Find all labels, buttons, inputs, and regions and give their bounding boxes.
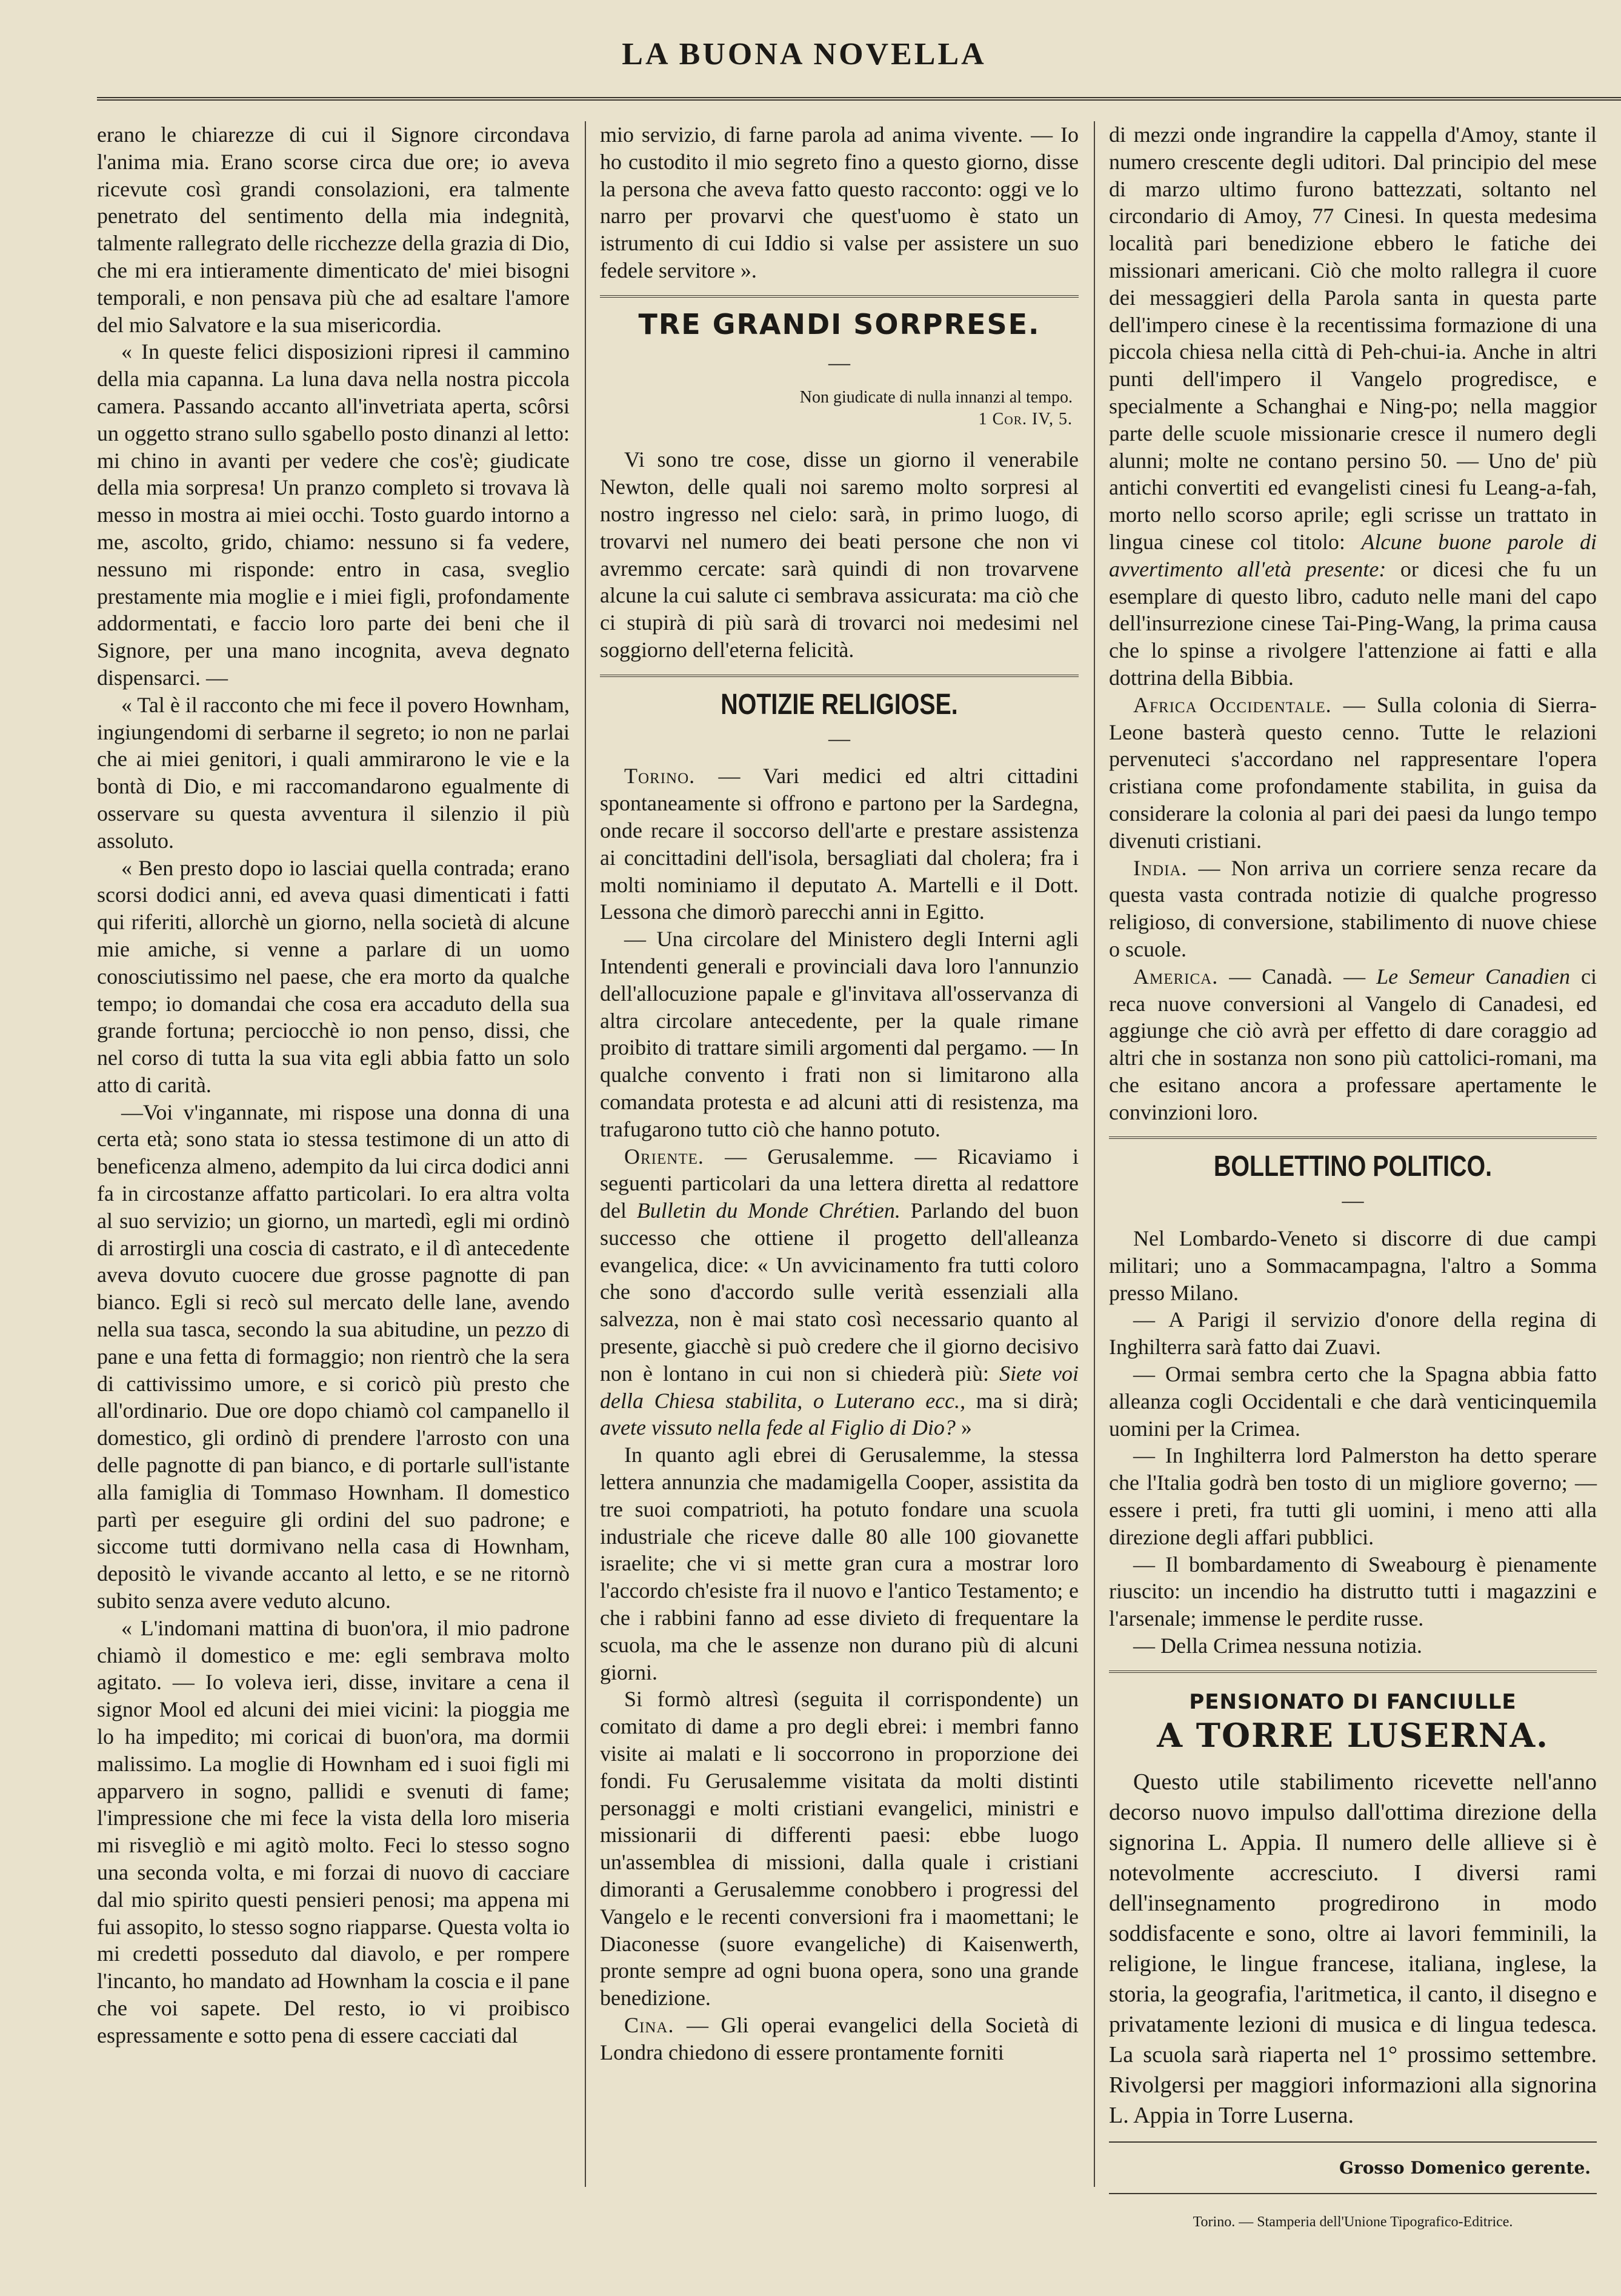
- section-rule: [1109, 1670, 1597, 1673]
- paragraph: « In queste felici disposizioni ripresi il cammino della mia capanna. La luna dava nella nostra piccola camera. Passando accanto all'invetriata aperta, scôrsi un oggetto strano sullo sgabello posto dinanzi al letto: mi chino in avanti per vedere che cos'è; giudicate della mia sorpresa! Un pranzo completo si trovava là messo in mostra ai miei occhi. Tosto guardo intorno a me, ascolto, grido, chiamo: nessuno si fa vedere, nessuno mi risponde: entro in casa, sveglio prestamente mia moglie e i miei figli, profondamente addormentati, e faccio loro parte dei beni che il Signore, per una mano incognita, aveva degnato dispensarci. —: [97, 339, 570, 690]
- paragraph-oriente: [600, 1143, 1079, 1442]
- imprint: Torino. — Stamperia dell'Unione Tipografico-Editrice.: [1193, 2214, 1513, 2231]
- epigraph-reference: 1 Cor. IV, 5.: [978, 410, 1073, 429]
- paragraph-text: — Gli operai evangelici della Società di Londra chiedono di essere prontamente forniti: [600, 2013, 1079, 2064]
- paragraph: —Voi v'ingannate, mi rispose una donna di una certa età; sono stata io stessa testimone di un atto di beneficenza almeno, adempito da lui circa dodici anni fa in circostanze affatto particolari. Io era altra volta al suo servizio; un giorno, un martedì, egli mi ordinò di arrostirgli una coscia di castrato, e il dì antecedente aveva dovuto cuocere due grosse pagnotte di pan bianco. Egli si recò sul mercato delle lane, avendo nella sua tasca, secondo la sua abitudine, un pezzo di pane e una fetta di formaggio; non rientrò che la sera di cattivissimo umore, e si coricò più presto che all'ordinario. Due ore dopo chiamò col campanello il domestico, gli ordinò di prendere l'arrosto con una delle pagnotte di pan bianco, e di portarle sull'istante alla famiglia di Tommaso Hownham. Il domestico partì per eseguire gli ordini del suo padrone; e siccome tutti dormivano nella casa di Hownham, depositò le vivande accanto al letto, e se ne ritornò subito senza avere veduto alcuno.: [97, 1100, 570, 1614]
- section-rule: [1109, 1136, 1597, 1139]
- paragraph-text: — Sulla colonia di Sierra-Leone basterà questo cenno. Tutte le relazioni pervenuteci s'accordano nel rappresentare l'opera cristiana come profondamente stabilita, in guisa da considerare la colonia al pari dei paesi da lungo tempo divenuti cristiani.: [1109, 692, 1597, 853]
- column-1: [97, 121, 570, 2181]
- place-label: Cina.: [624, 2013, 674, 2037]
- place-label: Oriente.: [624, 1144, 704, 1169]
- section-title-bollettino: BOLLETTINO POLITICO.: [1213, 1150, 1493, 1183]
- epigraph: [600, 387, 1073, 430]
- masthead-rule: [97, 97, 1621, 101]
- paragraph-india: [1109, 855, 1597, 963]
- column-divider: [585, 121, 586, 2187]
- paragraph: Nel Lombardo-Veneto si discorre di due campi militari; uno a Sommacampagna, l'altro a Somma presso Milano.: [1109, 1226, 1597, 1305]
- section-title-notizie: NOTIZIE RELIGIOSE.: [721, 688, 958, 721]
- signature: Grosso Domenico gerente.: [1339, 2158, 1591, 2178]
- paragraph: — Una circolare del Ministero degli Interni agli Intendenti generali e provinciali dava loro l'annunzio dell'allocuzione papale e gl'invitava all'osservanza di altra circolare antecedente, per la quale rimane proibito di trattare simili argomenti dal pergamo. — In qualche convento i frati non si limitarono alla comandata protesta e ad alcuni atti di resistenza, ma trafugarono tutto ciò che hanno potuto.: [600, 927, 1079, 1141]
- italic-quote: avete vissuto nella fede al Figlio di Dio?: [600, 1415, 956, 1440]
- paragraph-text: di mezzi onde ingrandire la cappella d'Amoy, stante il numero crescente degli uditori. Dal principio del mese di marzo ultimo furono battezzati, soltanto nel circondario di Amoy, 77 Cinesi. In questa medesima località pari benedizione ebbero le fatiche dei missionari americani. Ciò che molto rallegra il cuore dei messaggieri della Parola santa in questa parte dell'impero cinese è la recentissima formazione di una piccola chiesa nella città di Peh-chui-ia. Anche in altri punti dell'impero il Vangelo progredisce, e specialmente a Schanghai e Ning-po; nella maggior parte delle scuole missionarie cresce il numero degli alunni; molte ne contano persino 50. — Uno de' più antichi convertiti ed evangelisti cinesi fu Leang-a-fah, morto nello scorso aprile; egli scrisse un trattato in lingua cinese col titolo:: [1109, 122, 1597, 554]
- paragraph-america: [1109, 963, 1597, 1126]
- place-label: America.: [1133, 964, 1219, 989]
- paragraph: — Ormai sembra certo che la Spagna abbia fatto alleanza cogli Occidentali e che darà venticinquemila uomini per la Crimea.: [1109, 1362, 1597, 1441]
- paragraph-torino: [600, 763, 1079, 926]
- paragraph-text: ma si dirà;: [965, 1388, 1079, 1413]
- paragraph: — A Parigi il servizio d'onore della regina di Inghilterra sarà fatto dai Zuavi.: [1109, 1307, 1597, 1360]
- paragraph-cina: [600, 2012, 1079, 2066]
- section-rule: [600, 675, 1079, 677]
- section-rule: [1109, 2141, 1597, 2143]
- paragraph: « Ben presto dopo io lasciai quella contrada; erano scorsi dodici anni, ed aveva quasi dimenticati i fatti qui riferiti, allorchè un giorno, nella società di alcune mie amiche, si venne a parlare di un uomo conosciutissimo nel paese, che era morto da qualche tempo; io domandai che cosa era accaduto della sua grande fortuna; perciocchè io non penso, dissi, che nel corso di tutta la sua vita egli abbia fatto un solo atto di carità.: [97, 855, 570, 1097]
- paragraph-text: — Canadà. —: [1229, 964, 1377, 989]
- paragraph: — Il bombardamento di Sweabourg è pienamente riuscito: un incendio ha distrutto tutti i magazzini e l'arsenale; immense le perdite russe.: [1109, 1552, 1597, 1631]
- ad-title: PENSIONATO DI FANCIULLE: [1189, 1689, 1517, 1714]
- paragraph-text: »: [955, 1415, 972, 1440]
- italic-title: Le Semeur Canadien: [1376, 964, 1571, 989]
- paragraph: Vi sono tre cose, disse un giorno il venerabile Newton, delle quali noi saremo molto sorpresi al nostro ingresso nel cielo: sarà, in primo luogo, di trovarvi nel numero dei beati persone che non vi avremmo cercate: sarà quindi di non trovarvene alcune la cui salute ci sembrava assicurata: ma ciò che ci stupirà di più sarà di trovarci noi medesimi nel soggiorno dell'eterna felicità.: [600, 447, 1079, 662]
- column-divider: [1094, 121, 1095, 2187]
- italic-title: Alcune buone parole di avvertimento all'età presente:: [1109, 529, 1597, 581]
- column-3: [1109, 121, 1597, 2231]
- title-dash: —: [828, 350, 850, 375]
- paragraph: erano le chiarezze di cui il Signore circondava l'anima mia. Erano scorse circa due ore; io aveva ricevute così grandi consolazioni, era talmente penetrato del sentimento della mia indegnità, talmente rallegrato delle ricchezze della grazia di Dio, che mi era intieramente dimenticato de' miei bisogni temporali, e non pensava più che ad esaltare l'amore del mio Salvatore e la sua misericordia.: [97, 122, 570, 337]
- masthead: LA BUONA NOVELLA: [622, 37, 987, 72]
- section-title-sorprese: TRE GRANDI SORPRESE.: [638, 307, 1040, 341]
- paragraph: In quanto agli ebrei di Gerusalemme, la stessa lettera annunzia che madamigella Cooper, assistita da tre suoi compatrioti, ha potuto fondare una scuola industriale che riceve dalle 80 alle 100 giovanette israelite; che vi si mette gran cura a mostrar loro l'accordo ch'esiste fra il nuovo e l'antico Testamento; e che i rabbini fanno ad esse divieto di frequentare la scuola, ma che le assenze non durano più di alcuni giorni.: [600, 1443, 1079, 1684]
- paragraph: « L'indomani mattina di buon'ora, il mio padrone chiamò il domestico e me: egli sembrava molto agitato. — Io voleva ieri, disse, invitare a cena il signor Mool ed alcuni dei miei vicini: la pioggia me lo ha impedito; mi coricai di buon'ora, ma dormii malissimo. La moglie di Hownham ed i suoi figli mi apparvero in sogno, pallidi e svenuti di fame; l'impressione che mi fece la vista della loro miseria mi risvegliò e mi agitò molto. Feci lo stesso sogno una seconda volta, e mi forzai di nuovo di cacciare dal mio spirito questi pensieri penosi; ma appena mi fui assopito, lo stesso sogno riapparse. Questa volta io mi credetti posseduto dal diavolo, e per rompere l'incanto, ho mandato ad Hownham la coscia e il pane che voi sapete. Del resto, io vi proibisco espressamente e sotto pena di essere cacciati dal: [97, 1615, 570, 2047]
- place-label: India.: [1133, 855, 1188, 880]
- paragraph: — In Inghilterra lord Palmerston ha detto sperare che l'Italia godrà ben tosto di un migliore governo; — essere i preti, fra tutti gli uomini, i meno atti alla direzione degli affari pubblici.: [1109, 1443, 1597, 1549]
- place-label: Africa Occidentale.: [1133, 692, 1332, 717]
- paragraph-text: — Gerusalemme. — Ricaviamo i seguenti particolari da una lettera diretta al redattore del: [600, 1144, 1079, 1223]
- paragraph: Si formò altresì (seguita il corrispondente) un comitato di dame a pro degli ebrei: i membri fanno visite ai malati e li soccorrono in proporzione dei fondi. Fu Gerusalemme visitata da molti distinti personaggi e molti cristiani evangelici, ministri e missionarii di differenti paesi: ebbe luogo un'assemblea di missioni, dalla quale i cristiani dimoranti a Gerusalemme conobbero i progressi del Vangelo e le recenti conversioni fra i maomettani; le Diaconesse (suore evangeliche) di Kaisenwerth, pronte sempre ad ogni buona opera, sono una grande benedizione.: [600, 1687, 1079, 2011]
- title-dash: —: [1342, 1188, 1364, 1213]
- paragraph-africa: [1109, 692, 1597, 855]
- column-2: [600, 121, 1079, 2181]
- ad-text: Questo utile stabilimento ricevette nell'anno decorso nuovo impulso dall'ottima direzione della signorina L. Appia. Il numero delle allieve si è notevolmente accresciuto. I diversi rami dell'insegnamento progredirono in modo soddisfacente e sono, oltre ai lavori femminili, la religione, le lingue francese, italiana, inglese, la storia, la geografia, l'aritmetica, il canto, il disegno e privatamente lezioni di musica e di lingua tedesca. La scuola sarà riaperta nel 1° prossimo settembre. Rivolgersi per maggiori informazioni alla signorina L. Appia in Torre Luserna.: [1109, 1769, 1597, 2129]
- section-rule: [600, 295, 1079, 298]
- paragraph: « Tal è il racconto che mi fece il povero Hownham, ingiungendomi di serbarne il segreto; io non ne parlai che ai miei genitori, i quali ammirarono le vie e la bontà di Dio, e mi raccomandarono egualmente di osservare su questa avventura il silenzio il più assoluto.: [97, 692, 570, 853]
- ad-place: A TORRE LUSERNA.: [1157, 1715, 1549, 1755]
- place-label: Torino.: [624, 764, 696, 789]
- italic-title: Bulletin du Monde Chrétien.: [636, 1198, 900, 1223]
- title-dash: —: [828, 726, 850, 750]
- paragraph-text: — Non arriva un corriere senza recare da questa vasta contrada notizie di qualche progresso religioso, di conversione, stabilimento di nuove chiese o scuole.: [1109, 855, 1597, 961]
- paragraph: [1109, 121, 1597, 692]
- italic-quote: Siete voi della Chiesa stabilita, o Luterano ecc.,: [600, 1361, 1079, 1413]
- paragraph-text: — Vari medici ed altri cittadini spontaneamente si offrono e partono per la Sardegna, onde recare il soccorso dell'arte e prestare assistenza ai concittadini dell'isola, bersagliati dal cholera; fra i molti nominiamo il deputato A. Martelli e il Dott. Lessona che dimorò parecchi anni in Egitto.: [600, 764, 1079, 924]
- epigraph-quote: Non giudicate di nulla innanzi al tempo.: [799, 388, 1073, 407]
- paragraph: mio servizio, di farne parola ad anima vivente. — Io ho custodito il mio segreto fino a questo giorno, disse la persona che aveva fatto questo racconto: oggi ve lo narro per provarvi che quest'uomo è stato un istrumento di cui Iddio si valse per assistere un suo fedele servitore ».: [600, 122, 1079, 282]
- paragraph-text: or dicesi che fu un esemplare di questo libro, caduto nelle mani del capo dell'insurrezione cinese Tai-Ping-Wang, la prima causa che lo spinse a rivolgere l'attenzione ai fatti e alla dottrina della Bibbia.: [1109, 556, 1597, 690]
- section-rule: [1109, 2193, 1597, 2194]
- paragraph: — Della Crimea nessuna notizia.: [1133, 1634, 1422, 1658]
- paragraph-text: ci reca nuove conversioni al Vangelo di Canadesi, ed aggiunge che ciò avrà per effetto di dare coraggio ad altri che in sostanza non sono più cattolici-romani, ma che esitano ancora a professare apertamente le convinzioni loro.: [1109, 964, 1597, 1124]
- paragraph-text: Parlando del buon successo che ottiene il progetto dell'alleanza evangelica, dice: « Un avvicinamento fra tutti coloro che sono d'accordo sulle verità essenziali alla salvezza, non è mai stato così necessario quanto al presente, giacchè si può credere che il giorno decisivo non è lontano in cui non si chiederà più:: [600, 1198, 1079, 1386]
